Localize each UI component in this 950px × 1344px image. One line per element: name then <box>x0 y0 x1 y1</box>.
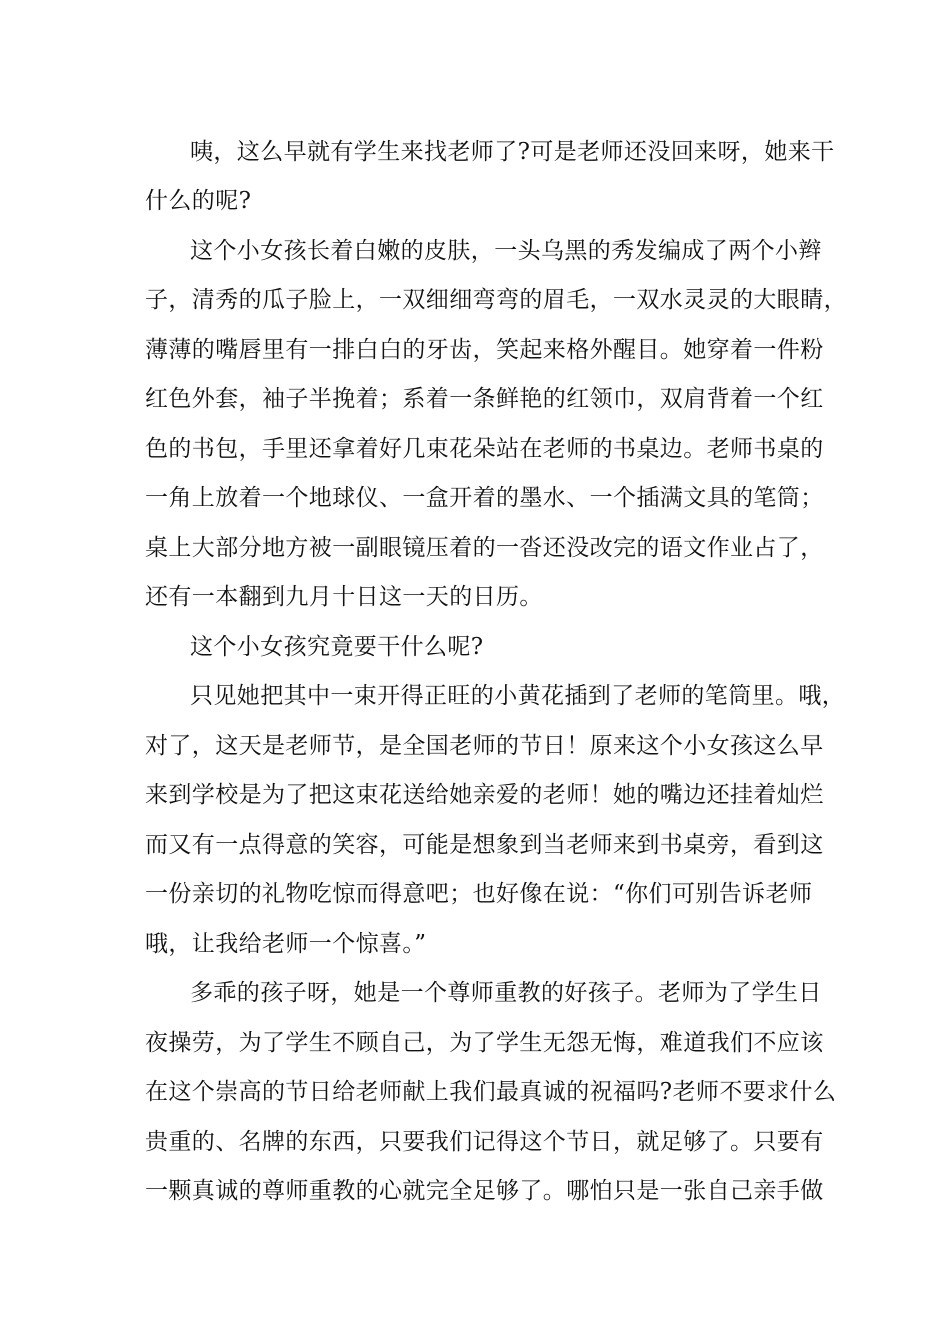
text-line: 红色外套，袖子半挽着；系着一条鲜艳的红领巾，双肩背着一个红 <box>145 386 824 412</box>
text-line: 而又有一点得意的笑容，可能是想象到当老师来到书桌旁，看到这 <box>145 832 824 858</box>
text-line: 这个小女孩长着白嫩的皮肤，一头乌黑的秀发编成了两个小辫 <box>190 238 822 264</box>
text-line: 哦，让我给老师一个惊喜。” <box>145 931 427 957</box>
text-line: 在这个崇高的节日给老师献上我们最真诚的祝福吗?老师不要求什么 <box>145 1079 837 1105</box>
text-line: 对了，这天是老师节，是全国老师的节日！原来这个小女孩这么早 <box>145 733 824 759</box>
text-line: 一颗真诚的尊师重教的心就完全足够了。哪怕只是一张自己亲手做 <box>145 1178 824 1204</box>
text-line: 薄薄的嘴唇里有一排白白的牙齿，笑起来格外醒目。她穿着一件粉 <box>145 337 824 363</box>
text-line: 咦，这么早就有学生来找老师了?可是老师还没回来呀，她来干 <box>190 139 835 165</box>
text-line: 桌上大部分地方被一副眼镜压着的一沓还没改完的语文作业占了， <box>145 535 824 561</box>
text-line: 什么的呢? <box>145 188 252 214</box>
text-line: 夜操劳，为了学生不顾自己，为了学生无怨无悔，难道我们不应该 <box>145 1030 824 1056</box>
text-line: 只见她把其中一束开得正旺的小黄花插到了老师的笔筒里。哦， <box>190 683 846 709</box>
text-line: 这个小女孩究竟要干什么呢? <box>190 634 484 660</box>
text-line: 色的书包，手里还拿着好几束花朵站在老师的书桌边。老师书桌的 <box>145 436 824 462</box>
text-line: 子，清秀的瓜子脸上，一双细细弯弯的眉毛，一双水灵灵的大眼睛， <box>145 287 847 313</box>
text-line: 贵重的、名牌的东西，只要我们记得这个节日，就足够了。只要有 <box>145 1129 824 1155</box>
text-line: 还有一本翻到九月十日这一天的日历。 <box>145 584 543 610</box>
text-line: 一份亲切的礼物吃惊而得意吧；也好像在说：“你们可别告诉老师 <box>145 881 813 907</box>
text-line: 来到学校是为了把这束花送给她亲爱的老师！她的嘴边还挂着灿烂 <box>145 782 824 808</box>
text-line: 一角上放着一个地球仪、一盒开着的墨水、一个插满文具的笔筒； <box>145 485 824 511</box>
text-line: 多乖的孩子呀，她是一个尊师重教的好孩子。老师为了学生日 <box>190 980 822 1006</box>
